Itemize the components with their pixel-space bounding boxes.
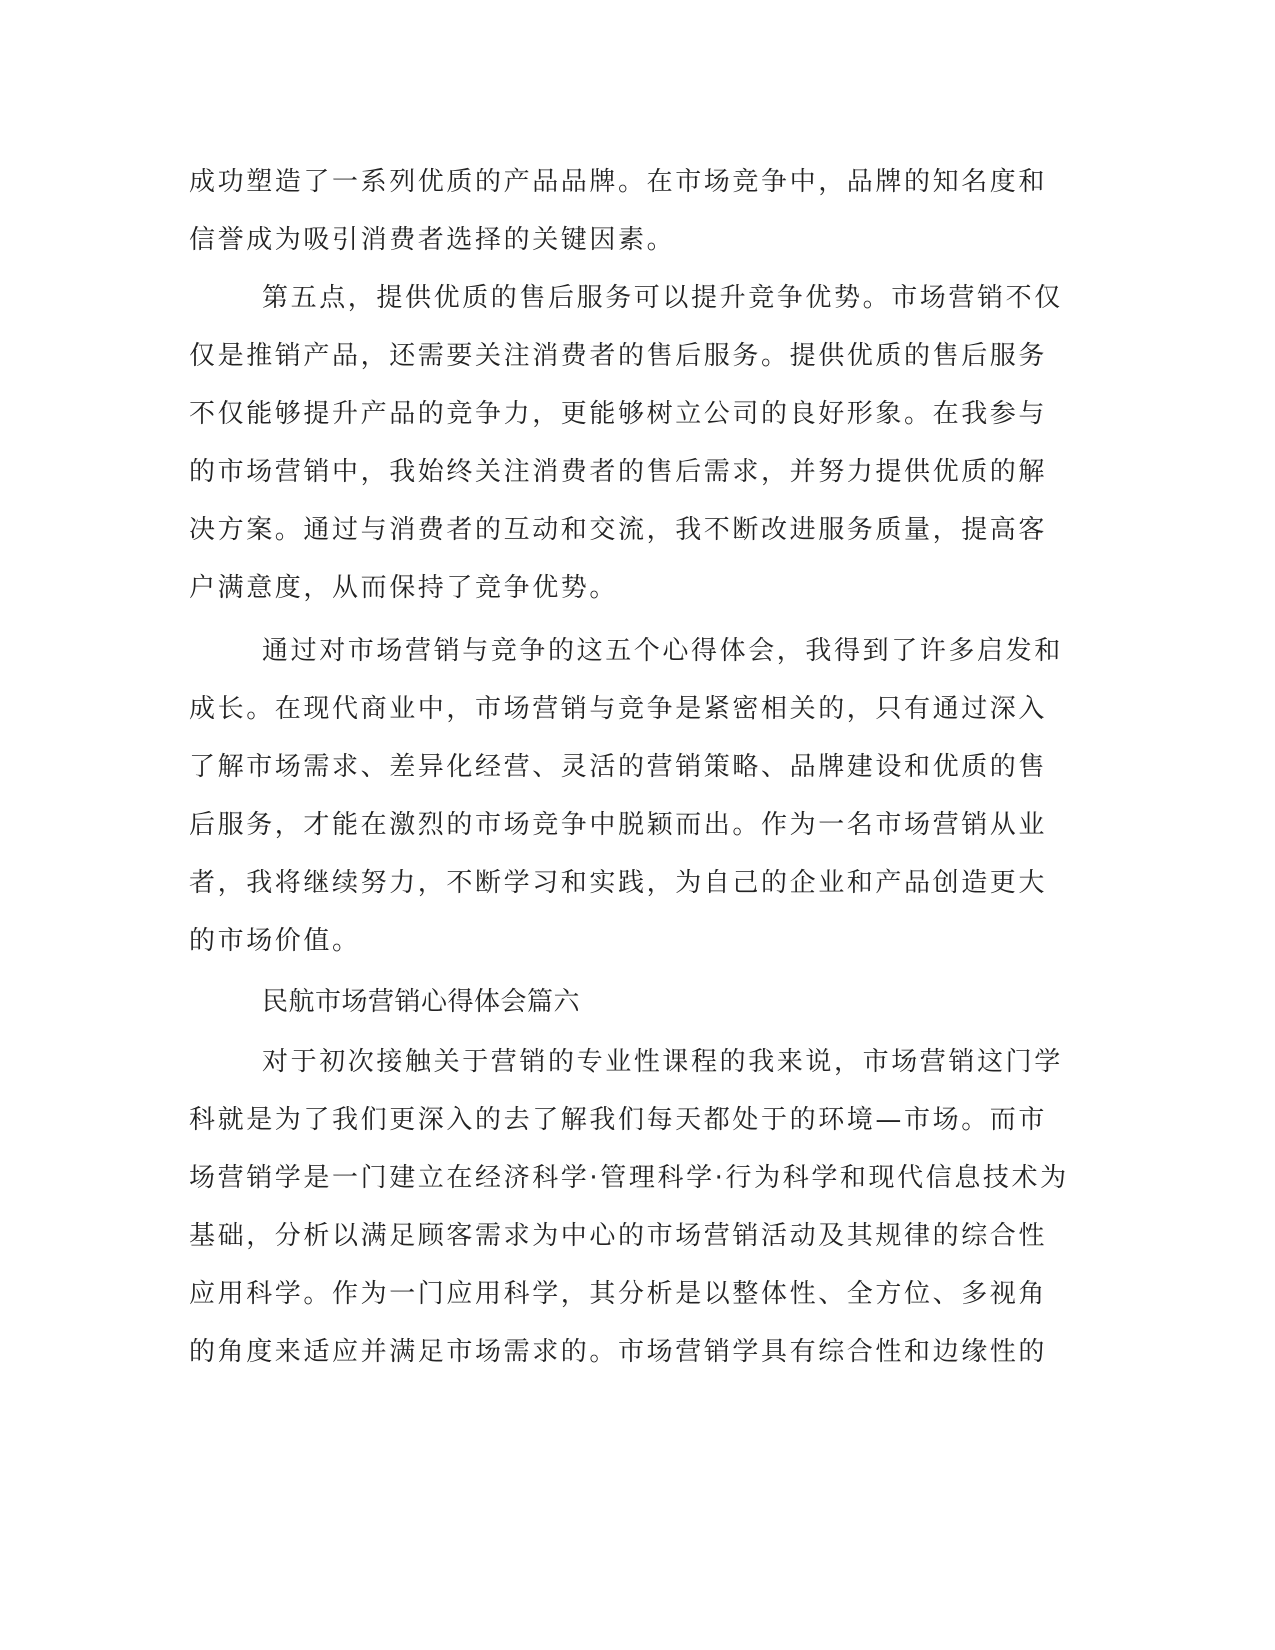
- text-line: 通过对市场营销与竞争的这五个心得体会，我得到了许多启发和: [262, 636, 1063, 666]
- text-line: 决方案。通过与消费者的互动和交流，我不断改进服务质量，提高客: [189, 515, 1048, 545]
- text-line: 基础，分析以满足顾客需求为中心的市场营销活动及其规律的综合性: [189, 1221, 1048, 1251]
- text-line: 信誉成为吸引消费者选择的关键因素。: [189, 225, 676, 255]
- text-line: 应用科学。作为一门应用科学，其分析是以整体性、全方位、多视角: [189, 1279, 1048, 1309]
- text-line: 场营销学是一门建立在经济科学·管理科学·行为科学和现代信息技术为: [189, 1163, 1069, 1193]
- text-line: 第五点，提供优质的售后服务可以提升竞争优势。市场营销不仅: [262, 283, 1063, 313]
- text-line: 的市场营销中，我始终关注消费者的售后需求，并努力提供优质的解: [189, 457, 1048, 487]
- text-line: 科就是为了我们更深入的去了解我们每天都处于的环境—市场。而市: [189, 1105, 1048, 1135]
- text-line: 不仅能够提升产品的竞争力，更能够树立公司的良好形象。在我参与: [189, 399, 1048, 429]
- text-line: 仅是推销产品，还需要关注消费者的售后服务。提供优质的售后服务: [189, 341, 1048, 371]
- text-line: 的角度来适应并满足市场需求的。市场营销学具有综合性和边缘性的: [189, 1337, 1048, 1367]
- text-line: 者，我将继续努力，不断学习和实践，为自己的企业和产品创造更大: [189, 868, 1048, 898]
- text-line: 了解市场需求、差异化经营、灵活的营销策略、品牌建设和优质的售: [189, 752, 1048, 782]
- text-line: 成长。在现代商业中，市场营销与竞争是紧密相关的，只有通过深入: [189, 694, 1048, 724]
- text-line: 对于初次接触关于营销的专业性课程的我来说，市场营销这门学: [262, 1047, 1063, 1077]
- section-heading: 民航市场营销心得体会篇六: [262, 987, 581, 1017]
- text-line: 的市场价值。: [189, 926, 361, 956]
- text-line: 后服务，才能在激烈的市场竞争中脱颖而出。作为一名市场营销从业: [189, 810, 1048, 840]
- text-line: 成功塑造了一系列优质的产品品牌。在市场竞争中，品牌的知名度和: [189, 167, 1048, 197]
- text-line: 户满意度，从而保持了竞争优势。: [189, 573, 619, 603]
